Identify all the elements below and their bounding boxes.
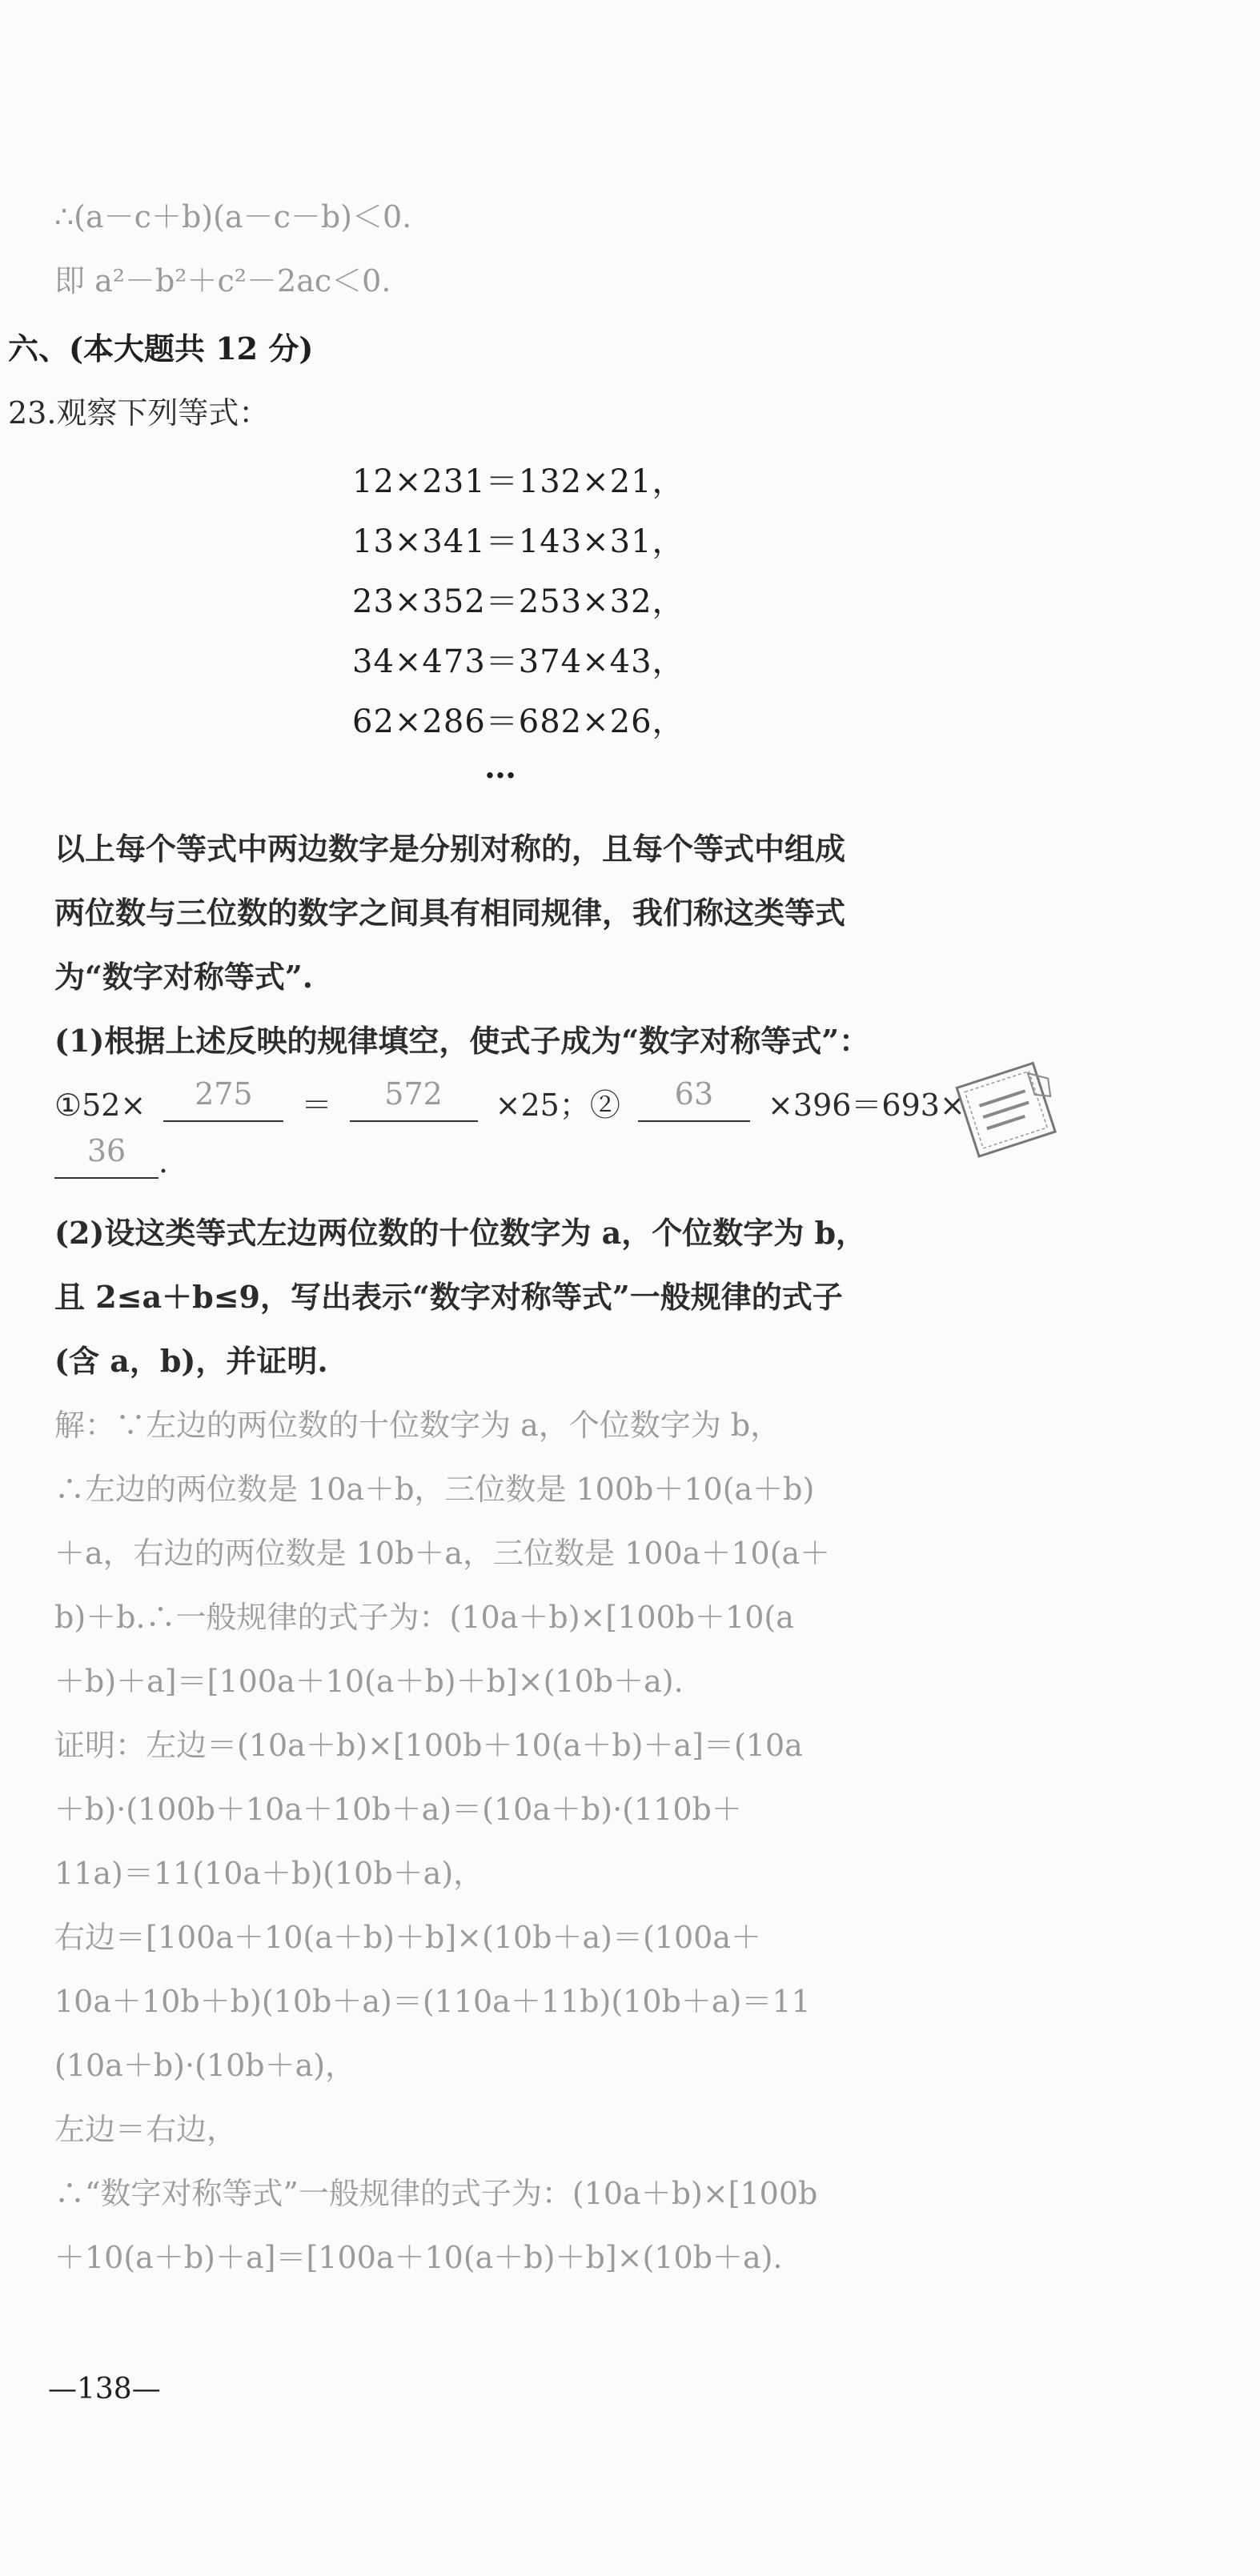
solution-line: 证明：左边＝(10a＋b)×[100b＋10(a＋b)＋a]＝(10a xyxy=(54,1728,803,1763)
part2-line-2: 且 2≤a＋b≤9，写出表示“数字对称等式”一般规律的式子 xyxy=(54,1279,843,1315)
part1-prompt: (1)根据上述反映的规律填空，使式子成为“数字对称等式”： xyxy=(54,1023,870,1059)
solution-line: 左边＝右边， xyxy=(54,2112,238,2147)
solution-line: ＋b)＋a]＝[100a＋10(a＋b)＋b]×(10b＋a). xyxy=(54,1664,684,1699)
answer-2: 572 xyxy=(384,1076,443,1112)
solution-line: ＋b)·(100b＋10a＋10b＋a)＝(10a＋b)·(110b＋ xyxy=(54,1792,742,1827)
section-title: 六、(本大题共 12 分) xyxy=(8,331,314,367)
fill-end: . xyxy=(159,1144,169,1180)
answer-blank-3[interactable] xyxy=(638,1076,750,1122)
answer-1: 275 xyxy=(195,1076,253,1112)
equation-ellipsis: … xyxy=(484,748,517,786)
description-line-3: 为“数字对称等式”. xyxy=(54,959,313,995)
solution-line: (10a＋b)·(10b＋a)， xyxy=(54,2048,356,2083)
description-line-1: 以上每个等式中两边数字是分别对称的，且每个等式中组成 xyxy=(54,831,846,867)
fill-middle: ×25；② xyxy=(495,1088,620,1123)
equation-5: 62×286＝682×26， xyxy=(352,703,685,740)
answer-blank-4[interactable] xyxy=(54,1133,159,1179)
fill-prefix: ①52× xyxy=(54,1088,146,1123)
solution-line: ＋a，右边的两位数是 10b＋a，三位数是 100a＋10(a＋ xyxy=(54,1536,831,1571)
answer-3: 63 xyxy=(674,1076,714,1112)
solution-line: ＋10(a＋b)＋a]＝[100a＋10(a＋b)＋b]×(10b＋a). xyxy=(54,2240,783,2275)
solution-line: ∴左边的两位数是 10a＋b，三位数是 100b＋10(a＋b) xyxy=(54,1472,815,1507)
fill-suffix: ×396＝693× xyxy=(768,1088,965,1123)
solution-line: 10a＋10b＋b)(10b＋a)＝(110a＋11b)(10b＋a)＝11 xyxy=(54,1984,811,2019)
answer-blank-1[interactable] xyxy=(163,1076,283,1122)
prev-line-2: 即 a²－b²＋c²－2ac＜0. xyxy=(54,263,391,298)
fill-line-2 xyxy=(54,1133,169,1180)
solution-line: ∴“数字对称等式”一般规律的式子为：(10a＋b)×[100b xyxy=(54,2176,818,2211)
equation-4: 34×473＝374×43， xyxy=(352,643,685,680)
part2-line-1: (2)设这类等式左边两位数的十位数字为 a，个位数字为 b， xyxy=(54,1215,867,1251)
answer-4: 36 xyxy=(86,1133,126,1168)
solution-line: b)＋b.∴一般规律的式子为：(10a＋b)×[100b＋10(a xyxy=(54,1600,794,1635)
part2-line-3: (含 a，b)，并证明. xyxy=(54,1343,328,1379)
question-title: 23.观察下列等式： xyxy=(8,395,270,431)
solution-line: 11a)＝11(10a＋b)(10b＋a)， xyxy=(54,1856,484,1891)
equation-1: 12×231＝132×21， xyxy=(352,463,685,500)
prev-line-1: ∴(a－c＋b)(a－c－b)＜0. xyxy=(54,199,412,234)
equation-2: 13×341＝143×31， xyxy=(352,523,685,560)
description-line-2: 两位数与三位数的数字之间具有相同规律，我们称这类等式 xyxy=(54,895,846,931)
fill-line xyxy=(54,1076,965,1124)
stamp-graphic xyxy=(947,1051,1076,1174)
solution-line: 解：∵左边的两位数的十位数字为 a，个位数字为 b， xyxy=(54,1408,781,1443)
fill-equals: ＝ xyxy=(301,1088,332,1123)
equation-3: 23×352＝253×32， xyxy=(352,583,685,620)
answer-blank-2[interactable] xyxy=(350,1076,478,1122)
solution-line: 右边＝[100a＋10(a＋b)＋b]×(10b＋a)＝(100a＋ xyxy=(54,1920,761,1955)
page-number: —138— xyxy=(48,2373,161,2406)
